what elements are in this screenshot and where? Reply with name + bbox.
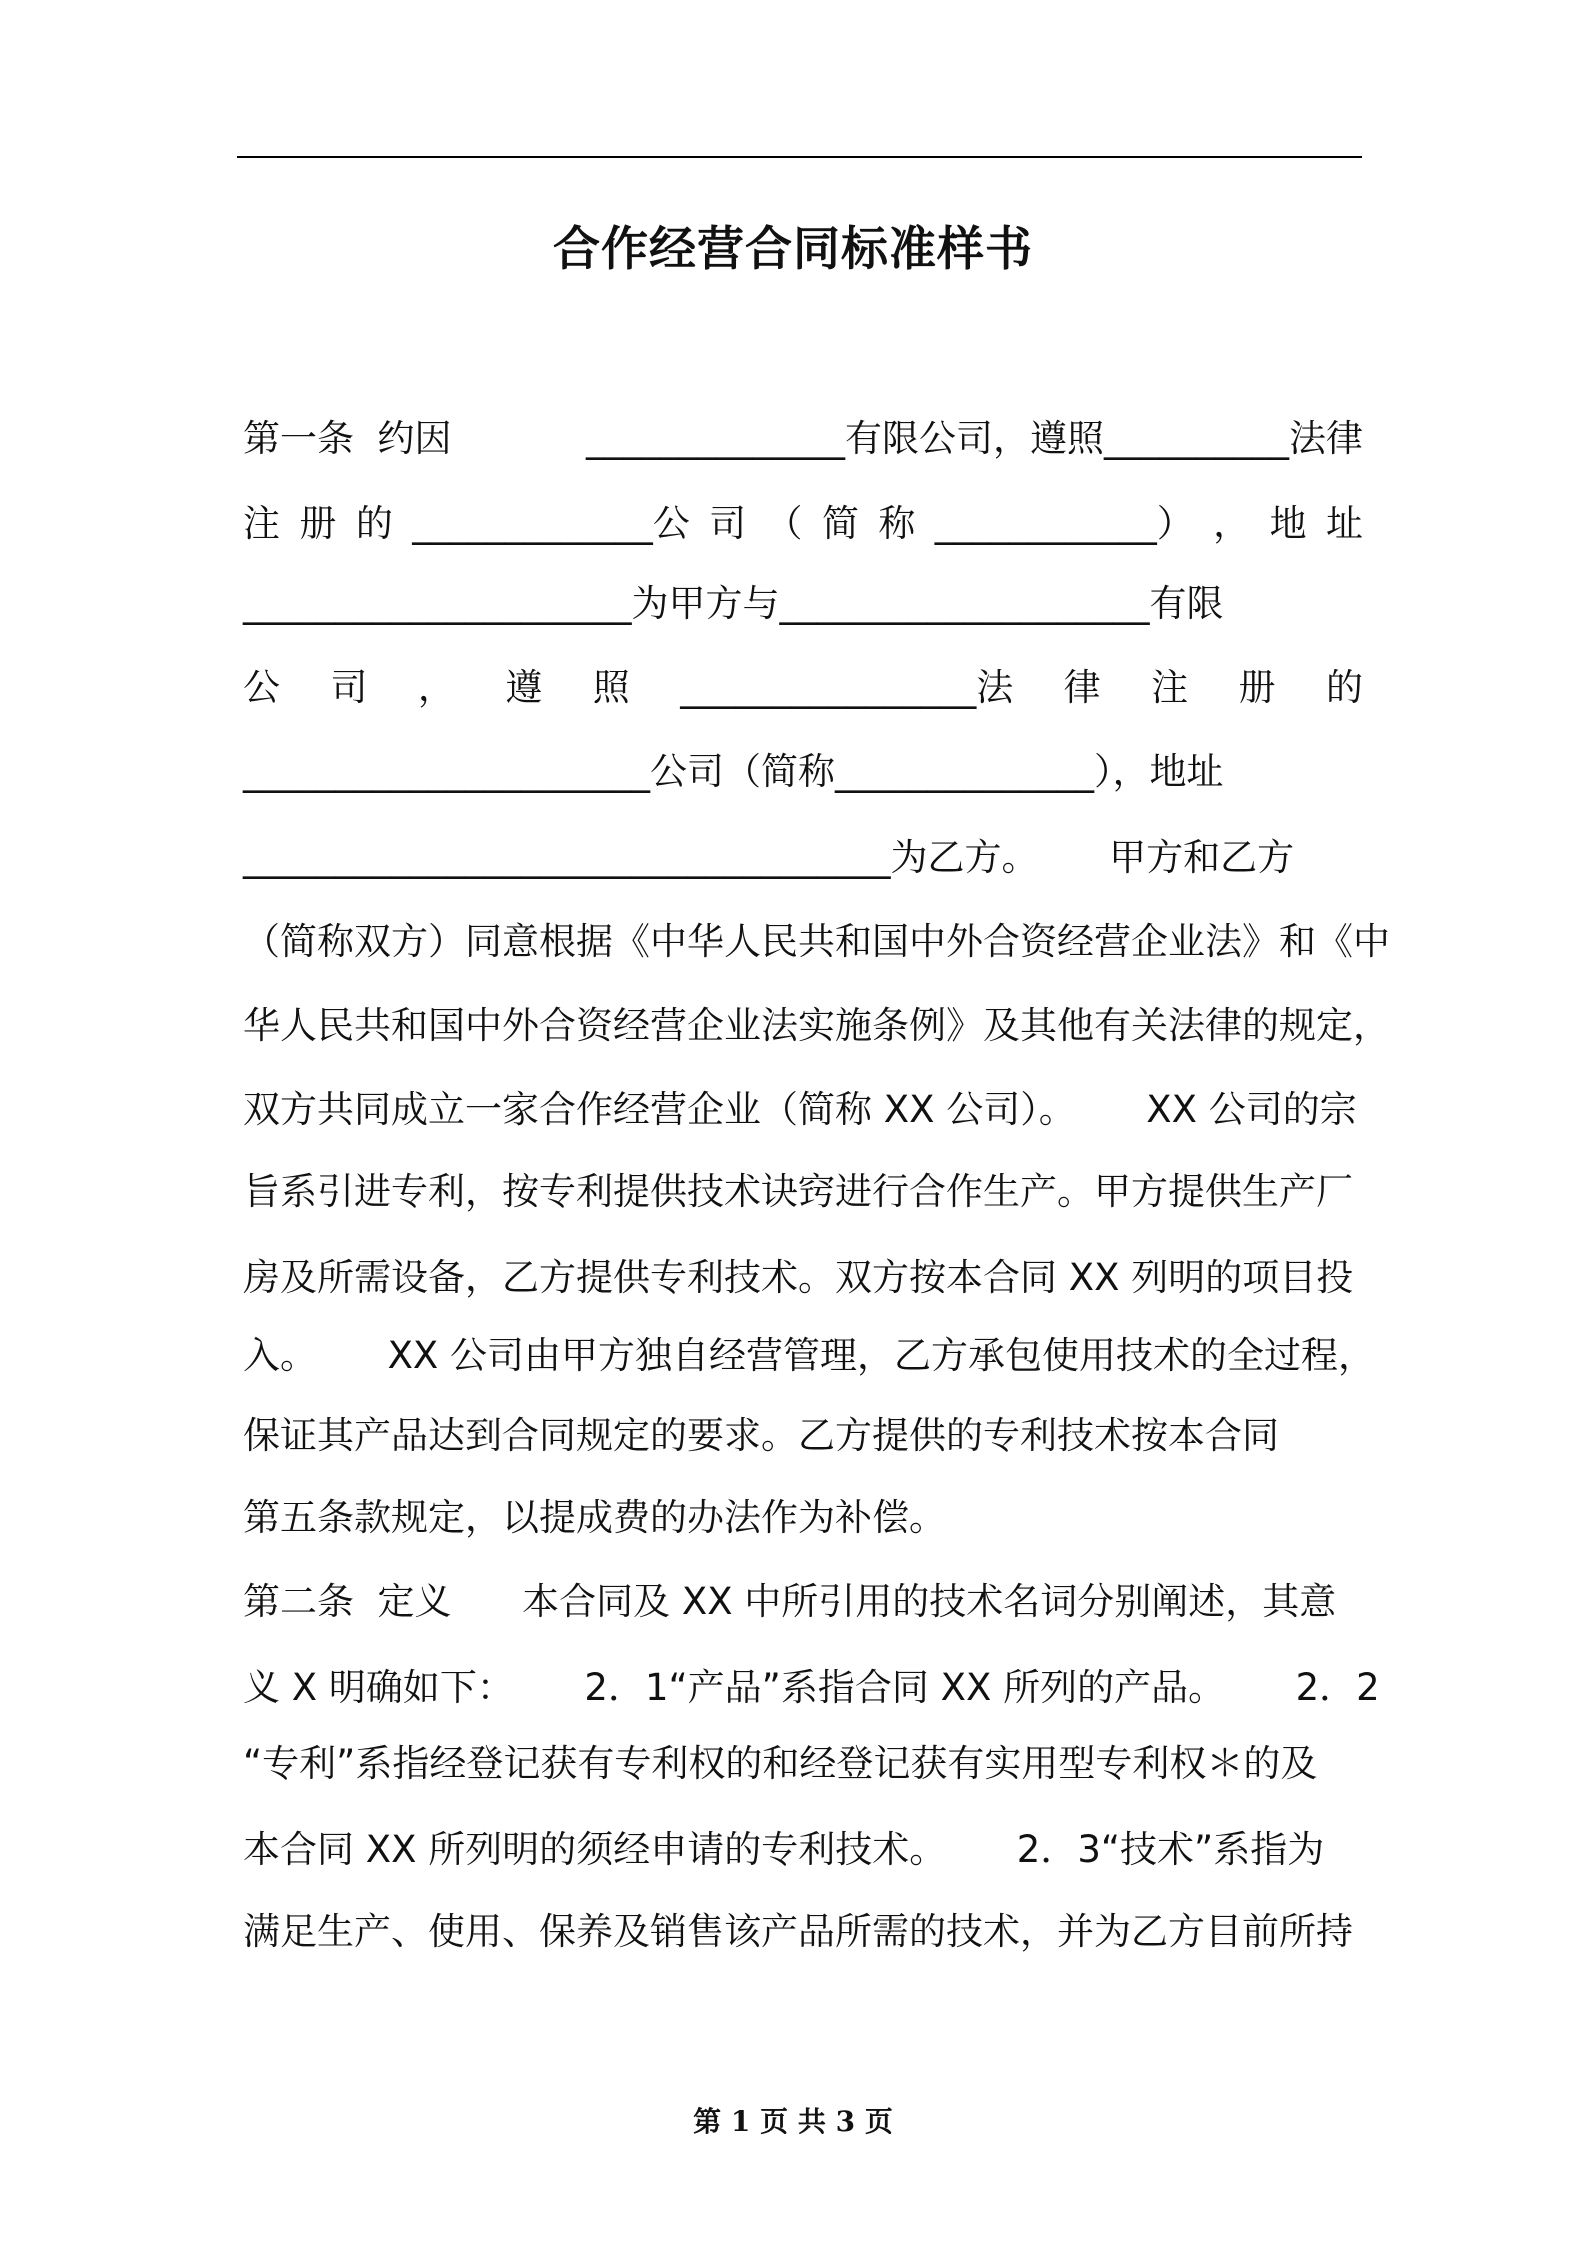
text-segment: 地 xyxy=(1269,502,1307,545)
document-title: 合作经营合同标准样书 xyxy=(553,222,1033,277)
text-segment: 义 X 明确如下： 2．1“产品”系指合同 XX 所列的产品。 2．2 xyxy=(243,1666,1380,1709)
contract-body xyxy=(243,0,1390,2244)
text-segment: 本合同 XX 所列明的须经申请的专利技术。 2．3“技术”系指为 xyxy=(243,1828,1325,1871)
text-segment: 入。 XX 公司由甲方独自经营管理，乙方承包使用技术的全过程， xyxy=(243,1334,1376,1377)
text-line xyxy=(243,1086,1363,1134)
text-line xyxy=(243,1826,1363,1874)
text-line xyxy=(243,1412,1363,1460)
text-segment: 注 xyxy=(1151,666,1189,709)
text-segment: 注 xyxy=(243,502,280,545)
text-segment: 称 xyxy=(878,502,916,545)
text-segment: 房及所需设备，乙方提供专利技术。双方按本合同 XX 列明的项目投 xyxy=(243,1256,1354,1299)
text-line xyxy=(243,1168,1363,1216)
text-segment: 第五条款规定，以提成费的办法作为补偿。 xyxy=(243,1496,946,1539)
text-line xyxy=(243,748,1363,796)
text-segment: “专利”系指经登记获有专利权的和经登记获有实用型专利权＊的及 xyxy=(243,1742,1318,1785)
text-line xyxy=(243,1494,1363,1542)
text-segment: ， xyxy=(1213,502,1251,545)
text-segment: ， xyxy=(417,666,455,709)
text-segment: 的 xyxy=(1325,666,1363,709)
text-segment: 律 xyxy=(1063,666,1101,709)
text-line xyxy=(243,1578,1363,1626)
text-segment: ________________法 xyxy=(680,666,1014,709)
text-segment: 第二条 定义 本合同及 XX 中所引用的技术名词分别阐述，其意 xyxy=(243,1580,1337,1623)
text-segment: （ xyxy=(765,502,803,545)
text-line xyxy=(243,834,1363,882)
text-segment: 旨系引进专利，按专利提供技术诀窍进行合作生产。甲方提供生产厂 xyxy=(243,1170,1353,1213)
text-segment: 简 xyxy=(821,502,859,545)
text-line xyxy=(243,500,1363,548)
text-segment: ______________________公司（简称______________），地址 xyxy=(243,750,1224,793)
text-segment: 册 xyxy=(299,502,337,545)
text-segment: _____________________为甲方与____________________有限 xyxy=(243,582,1224,625)
text-segment: 册 xyxy=(1238,666,1276,709)
text-line xyxy=(243,664,1363,712)
page-number: 第 1 页 共 3 页 xyxy=(693,2105,893,2138)
text-segment: ____________） xyxy=(934,502,1194,545)
text-line xyxy=(243,1332,1376,1380)
text-segment: 照 xyxy=(592,666,630,709)
text-segment: _____________公 xyxy=(412,502,690,545)
text-segment: ______________有限公司，遵照__________法律 xyxy=(586,417,1363,460)
text-segment: 司 xyxy=(330,666,368,709)
text-segment: 第一条 约因 xyxy=(243,417,452,460)
text-line xyxy=(243,1908,1363,1956)
text-segment: 的 xyxy=(355,502,393,545)
text-line xyxy=(243,580,1363,628)
text-segment: （简称双方）同意根据《中华人民共和国中外合资经营企业法》和《中 xyxy=(243,920,1390,963)
text-line xyxy=(243,1664,1380,1712)
text-segment: ___________________________________为乙方。 甲方和乙方 xyxy=(243,836,1295,879)
text-line xyxy=(243,1254,1363,1302)
text-segment: 保证其产品达到合同规定的要求。乙方提供的专利技术按本合同 xyxy=(243,1414,1279,1457)
text-segment: 公 xyxy=(243,666,280,709)
text-segment: 址 xyxy=(1325,502,1363,545)
text-segment: 司 xyxy=(709,502,747,545)
text-segment: 华人民共和国中外合资经营企业法实施条例》及其他有关法律的规定， xyxy=(243,1004,1390,1047)
text-line xyxy=(243,918,1390,966)
text-line xyxy=(243,415,1363,463)
text-segment: 满足生产、使用、保养及销售该产品所需的技术，并为乙方目前所持 xyxy=(243,1910,1353,1953)
text-segment: 遵 xyxy=(505,666,543,709)
text-line xyxy=(243,1740,1363,1788)
text-segment: 双方共同成立一家合作经营企业（简称 XX 公司）。 XX 公司的宗 xyxy=(243,1088,1357,1131)
text-line xyxy=(243,1002,1390,1050)
